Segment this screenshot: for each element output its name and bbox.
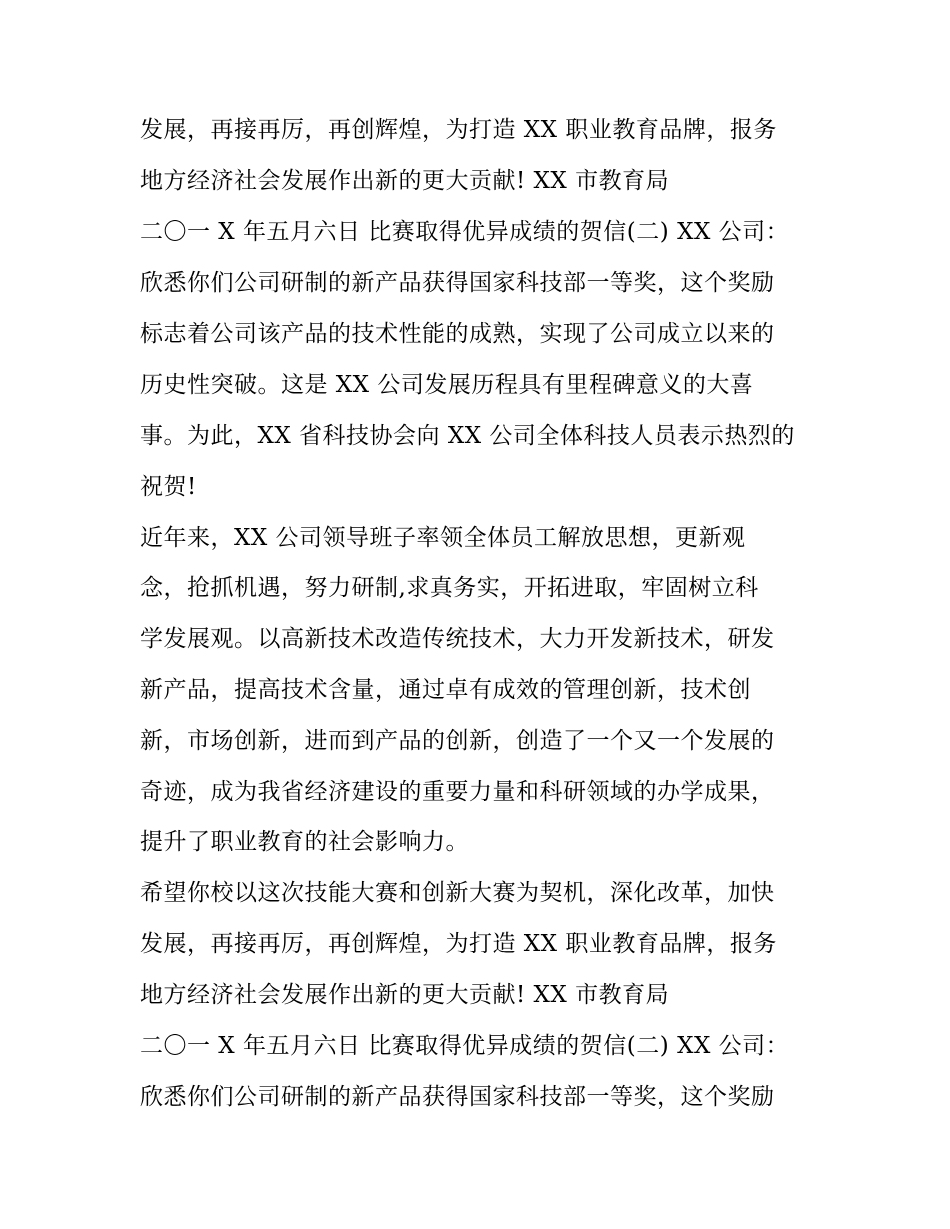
- text-line-9: 近年来，XX 公司领导班子率领全体员工解放思想，更新观: [140, 525, 746, 551]
- text-line-19: 二〇一 X 年五月六日 比赛取得优异成绩的贺信(二) XX 公司：: [140, 1033, 790, 1059]
- text-line-3: 二〇一 X 年五月六日 比赛取得优异成绩的贺信(二) XX 公司：: [140, 219, 790, 245]
- text-line-10: 念，抢抓机遇，努力研制,求真务实，开拓进取，牢固树立科: [140, 575, 759, 601]
- text-line-2: 地方经济社会发展作出新的更大贡献! XX 市教育局: [140, 168, 670, 194]
- text-line-18: 地方经济社会发展作出新的更大贡献! XX 市教育局: [140, 982, 670, 1008]
- text-line-6: 历史性突破。这是 XX 公司发展历程具有里程碑意义的大喜: [140, 372, 754, 398]
- text-line-14: 奇迹，成为我省经济建设的重要力量和科研领域的办学成果，: [140, 779, 775, 805]
- text-line-5: 标志着公司该产品的技术性能的成熟，实现了公司成立以来的: [140, 321, 775, 347]
- text-line-11: 学发展观。以高新技术改造传统技术，大力开发新技术，研发: [140, 626, 775, 652]
- text-line-17: 发展，再接再厉，再创辉煌，为打造 XX 职业教育品牌，报务: [140, 931, 777, 957]
- text-line-1: 发展，再接再厉，再创辉煌，为打造 XX 职业教育品牌，报务: [140, 117, 777, 143]
- text-line-13: 新，市场创新，进而到产品的创新，创造了一个又一个发展的: [140, 728, 775, 754]
- text-line-12: 新产品，提高技术含量，通过卓有成效的管理创新，技术创: [140, 677, 751, 703]
- text-line-8: 祝贺!: [140, 474, 197, 500]
- text-line-7: 事。为此，XX 省科技协会向 XX 公司全体科技人员表示热烈的: [140, 423, 795, 449]
- text-line-15: 提升了职业教育的社会影响力。: [140, 829, 469, 855]
- text-line-16: 希望你校以这次技能大赛和创新大赛为契机，深化改革，加快: [140, 880, 775, 906]
- text-line-20: 欣悉你们公司研制的新产品获得国家科技部一等奖，这个奖励: [140, 1084, 775, 1110]
- text-line-4: 欣悉你们公司研制的新产品获得国家科技部一等奖，这个奖励: [140, 270, 775, 296]
